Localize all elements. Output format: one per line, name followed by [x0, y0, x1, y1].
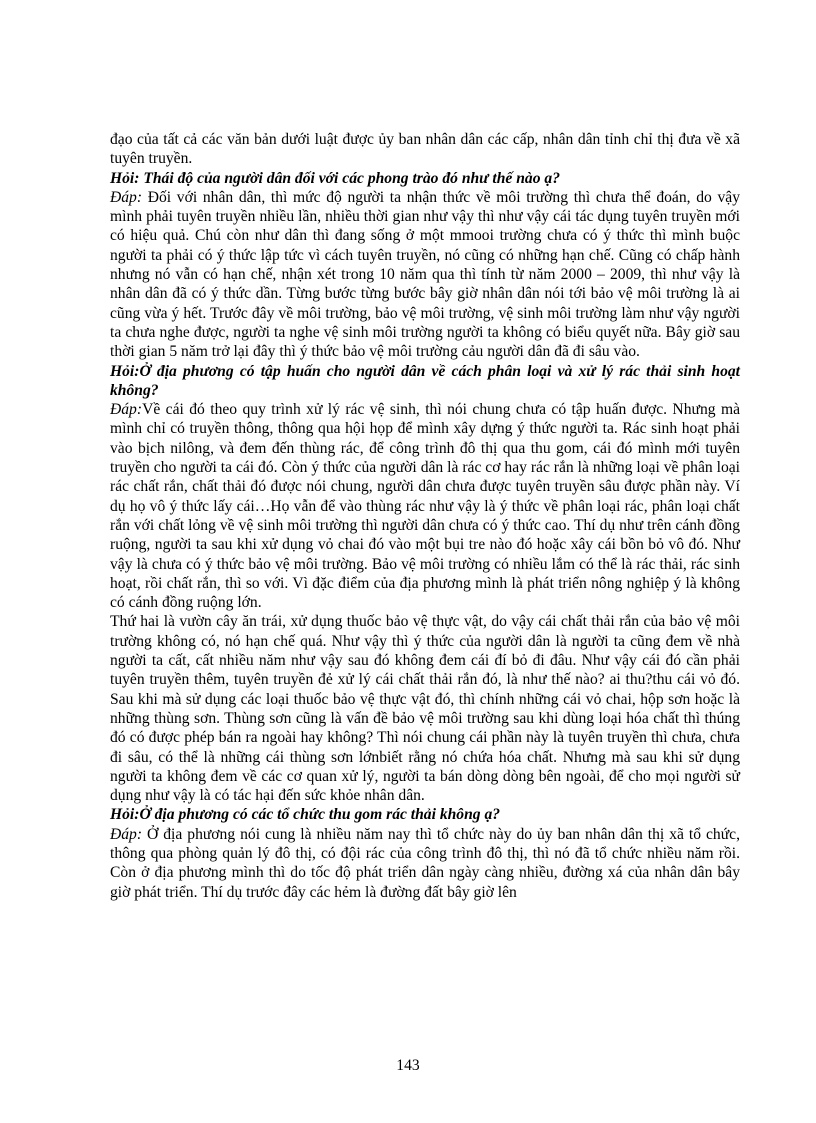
answer-label: Đáp:	[110, 188, 143, 206]
question-1	[110, 169, 740, 188]
answer-3	[110, 825, 740, 902]
answer-text: Ở địa phương nói cung là nhiều năm nay thì tổ chức này do ủy ban nhân dân thị xã tổ chức, thông qua phòng quản lý đô thị, có đội rác của công trình đô thị, thì nó đã tổ chức nhiều năm rồi. Còn ở địa phương mình thì do tốc độ phát triển dân ngày càng nhiều, đường xá của nhân dân bây giờ phát triển. Thí dụ trước đây các hẻm là đường đất bây giờ lên	[110, 825, 740, 901]
question-label: Hỏi:	[110, 362, 140, 380]
intro-paragraph: đạo của tất cả các văn bản dưới luật được ủy ban nhân dân các cấp, nhân dân tỉnh chỉ thị đưa về xã tuyên truyền.	[110, 131, 740, 168]
document-body	[110, 130, 740, 902]
answer-1	[110, 188, 740, 362]
question-text: Ở địa phương có tập huấn cho người dân về cách phân loại và xử lý rác thải sinh hoạt không?	[110, 362, 740, 399]
answer-text: Đối với nhân dân, thì mức độ người ta nhận thức về môi trường thì chưa thể đoán, do vậy mình phải tuyên truyền nhiều lần, nhiều thời gian như vậy thì như vậy cái tác dụng tuyên truyền mới có hiệu quả. Chú còn như dân thì đang sống ở một mmooi trường chưa có ý thức thì mình buộc người ta phải có ý thức lập tức vì cách tuyên truyền, nó cũng có những hạn chế. Cũng có chấp hành nhưng nó vẫn có hạn chế, nhận xét trong 10 năm qua thì tính từ năm 2000 – 2009, thì như vậy là nhân dân đã có ý thức dần. Từng bước từng bước bây giờ nhân dân nói tới bảo vệ môi trường là ai cũng vừa ý hết. Trước đây về môi trường, bảo vệ môi trường, vệ sinh môi trường làm như vậy người ta chưa nghe được, người ta nghe vệ sinh môi trường người ta không có biểu quyết nữa. Bây giờ sau thời gian 5 năm trở lại đây thì ý thức bảo vệ môi trường cảu người dân đã đi sâu vào.	[110, 188, 740, 361]
answer-text: Về cái đó theo quy trình xử lý rác vệ sinh, thì nói chung chưa có tập huấn được. Nhưng mà mình chỉ có truyền thông, thông qua hội họp để mình xây dựng ý thức người ta. Rác sinh hoạt phải vào bịch nilông, và đem đến thùng rác, để công trình đô thị qua thu gom, cái đó mình mới tuyên truyền cho người ta cái đó. Còn ý thức của người dân là rác cơ hay rác rắn là những loại về phân loại rác chất rắn, chất thải đó được nói chung, người dân chưa được tuyên truyền sâu được phần này. Ví dụ họ vô ý thức lấy cái…Họ vẫn để vào thùng rác như vậy là ý thức về phân loại rác, phân loại chất rắn với chất lỏng về vệ sinh môi trường thì người dân chưa có ý thức cao. Thí dụ như trên cánh đồng ruộng, người ta sau khi xử dụng vỏ chai đó vào một bụi tre nào đó hoặc xây cái bồn bỏ vô đó. Như vậy là chưa có ý thức bảo vệ môi trường. Bảo vệ môi trường có nhiều lắm có thể là rác thải, rác sinh hoạt, rồi chất rắn, thì so với. Vì đặc điểm của địa phương mình là phát triển nông nghiệp ý là không có cánh đồng ruộng lớn.	[110, 401, 740, 612]
question-2	[110, 362, 740, 401]
question-text: Thái độ của người dân đối với các phong trào đó như thế nào ạ?	[139, 169, 561, 187]
question-3	[110, 805, 740, 824]
page-number: 143	[396, 1057, 420, 1074]
answer-2	[110, 400, 740, 612]
answer-label: Đáp:	[110, 401, 143, 419]
question-text: Ở địa phương có các tổ chức thu gom rác thải không ạ?	[139, 806, 501, 824]
question-label: Hỏi:	[110, 806, 140, 824]
answer-2-continuation: Thứ hai là vườn cây ăn trái, xử dụng thuốc bảo vệ thực vật, do vậy cái chất thải rắn của bảo vệ môi trường không có, nó hạn chế quá. Như vậy thì ý thức của người dân là người ta cũng đem về nhà người ta cất, cất nhiều năm như vậy sau đó không đem cái đí bỏ đi đâu. Như vậy cái đó cần phải tuyên truyền thêm, tuyên truyền đẻ xử lý cái chất thải rắn đó, là như thế nào? ai thu?thu cái vỏ đó. Sau khi mà sử dụng các loại thuốc bảo vệ thực vật đó, thì chính những cái vỏ chai, hộp sơn hoặc là những thùng sơn. Thùng sơn cũng là vấn đề bảo vệ môi trường sau khi dùng loại hóa chất thì thúng đó có được phép bán ra ngoài hay không? Thì nói chung cái phần này là tuyên truyền thì chưa, chưa đi sâu, có thể là những cái thùng sơn lớnbiết rằng nó chứa hóa chất. Nhưng mà sau khi sử dụng người ta không đem về các cơ quan xử lý, người ta bán dòng dòng bên ngoài, để cho mọi người sử dụng như vậy là có tác hại đến sức khỏe nhân dân.	[110, 613, 740, 805]
answer-label: Đáp:	[110, 825, 143, 843]
question-label: Hỏi:	[110, 169, 140, 187]
